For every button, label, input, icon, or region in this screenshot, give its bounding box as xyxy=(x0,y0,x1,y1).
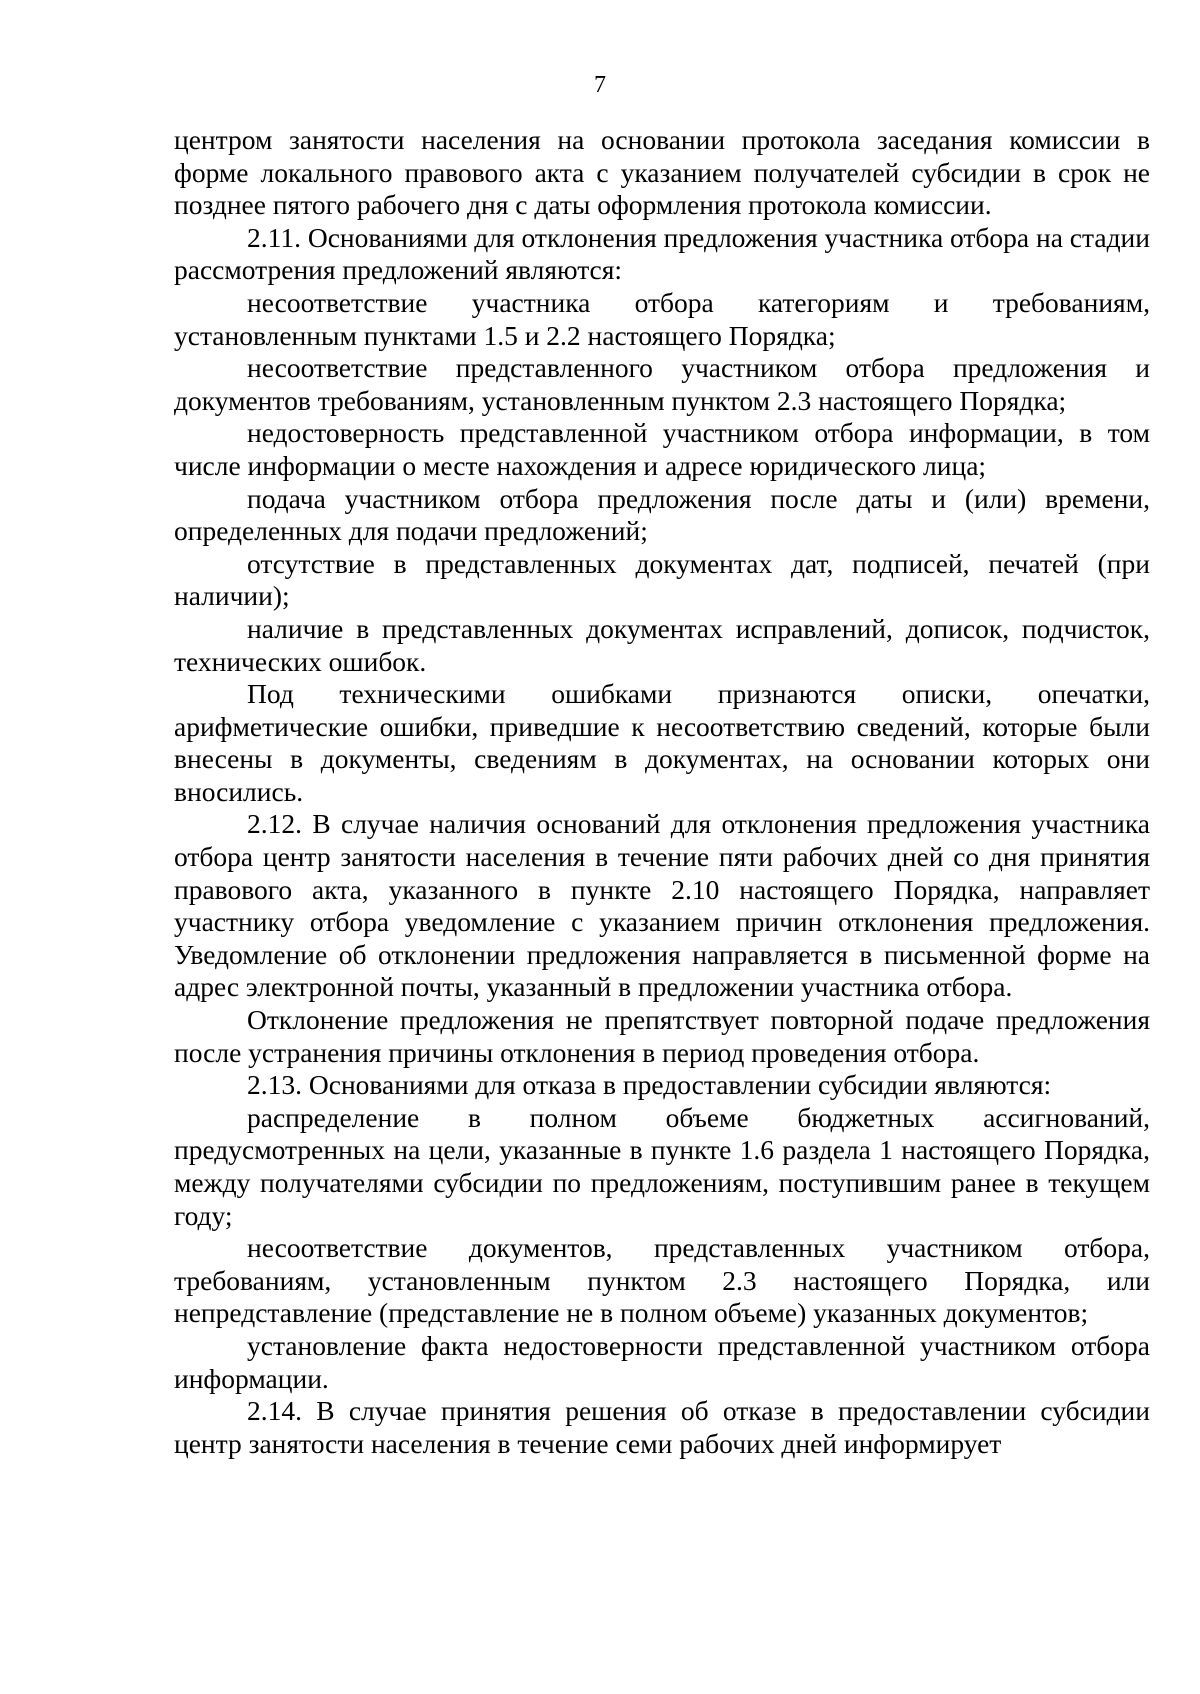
paragraph-2-11: 2.11. Основаниями для отклонения предложения участника отбора на стадии рассмотрения предложений являются: xyxy=(174,221,1150,286)
paragraph-continuation: центром занятости населения на основании протокола заседания комиссии в форме локального правового акта с указанием получателей субсидии в срок не позднее пятого рабочего дня с даты оформления протокола комиссии. xyxy=(174,124,1150,221)
paragraph-rejection-note: Отклонение предложения не препятствует повторной подаче предложения после устранения причины отклонения в период проведения отбора. xyxy=(174,1004,1150,1068)
paragraph-list-item: подача участником отбора предложения после даты и (или) времени, определенных для подачи предложений; xyxy=(174,482,1150,547)
paragraph-list-item: недостоверность представленной участником отбора информации, в том числе информации о месте нахождения и адресе юридического лица; xyxy=(174,417,1150,481)
paragraph-list-item: установление факта недостоверности представленной участником отбора информации. xyxy=(174,1329,1150,1394)
paragraph-2-14: 2.14. В случае принятия решения об отказе в предоставлении субсидии центр занятости населения в течение семи рабочих дней информирует xyxy=(174,1395,1150,1459)
paragraph-list-item: несоответствие представленного участником отбора предложения и документов требованиям, установленным пунктом 2.3 настоящего Порядка; xyxy=(174,352,1150,416)
paragraph-2-13: 2.13. Основаниями для отказа в предоставлении субсидии являются: xyxy=(247,1069,1052,1101)
paragraph-list-item: несоответствие документов, представленных участником отбора, требованиям, установленным пунктом 2.3 настоящего Порядка, или непредставление (представление не в полном объеме) указанных документов; xyxy=(174,1232,1150,1329)
paragraph-2-12: 2.12. В случае наличия оснований для отклонения предложения участника отбора центр занятости населения в течение пяти рабочих дней со дня принятия правового акта, указанного в пункте 2.10 настоящего Порядка, направляет участнику отбора уведомление с указанием причин отклонения предложения. Уведомление об отклонении предложения направляется в письменной форме на адрес электронной почты, указанный в предложении участника отбора. xyxy=(174,808,1150,1003)
document-body xyxy=(174,124,1150,1460)
paragraph-list-item: отсутствие в представленных документах дат, подписей, печатей (при наличии); xyxy=(174,547,1150,612)
paragraph-list-item: распределение в полном объеме бюджетных ассигнований, предусмотренных на цели, указанные в пункте 1.6 раздела 1 настоящего Порядка, между получателями субсидии по предложениям, поступившим ранее в текущем году; xyxy=(174,1101,1150,1231)
paragraph-technical-errors: Под техническими ошибками признаются описки, опечатки, арифметические ошибки, приведшие к несоответствию сведений, которые были внесены в документы, сведениям в документах, на основании которых они вносились. xyxy=(174,678,1150,807)
page-number: 7 xyxy=(594,72,606,98)
paragraph-list-item: наличие в представленных документах исправлений, дописок, подчисток, технических ошибок. xyxy=(174,612,1150,677)
paragraph-list-item: несоответствие участника отбора категориям и требованиям, установленным пунктами 1.5 и 2.2 настоящего Порядка; xyxy=(174,286,1150,351)
